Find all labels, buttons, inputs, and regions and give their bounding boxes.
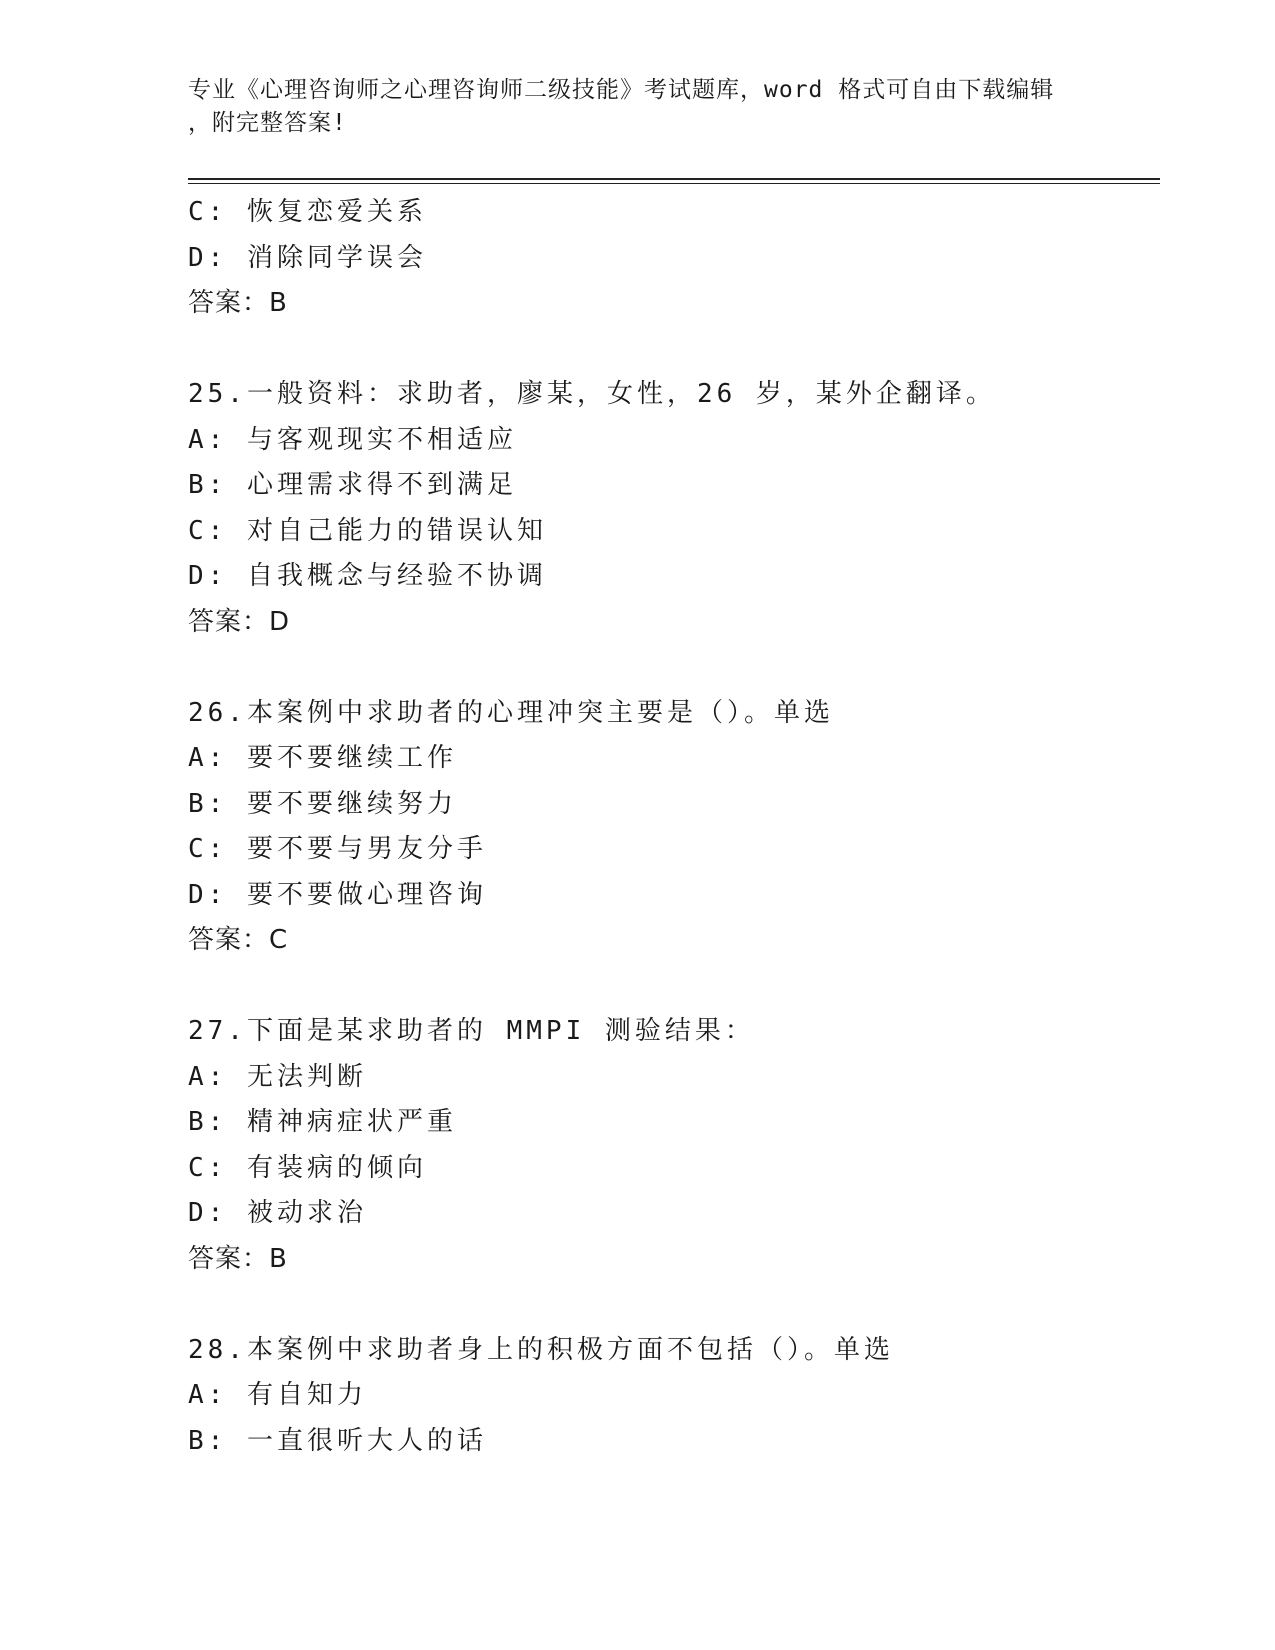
- answer-option: A: 有自知力: [188, 1380, 367, 1410]
- answer-option: B: 要不要继续努力: [188, 788, 457, 819]
- header-title-line: 专业《心理咨询师之心理咨询师二级技能》考试题库，word 格式可自由下载编辑: [188, 77, 1055, 103]
- question-stem: 27.下面是某求助者的 MMPI 测验结果：: [188, 1016, 755, 1046]
- question-list: [188, 190, 1148, 1464]
- answer-option: D: 消除同学误会: [188, 242, 427, 273]
- question-stem: 25.一般资料：求助者，廖某，女性，26 岁，某外企翻译。: [188, 379, 996, 409]
- answer-option: D: 要不要做心理咨询: [188, 879, 487, 910]
- answer-key: 答案：B: [188, 288, 288, 318]
- block-spacer: [188, 964, 1148, 1010]
- answer-key: 答案：B: [188, 1243, 288, 1274]
- question-stem: 28.本案例中求助者身上的积极方面不包括（）。单选: [188, 1334, 894, 1365]
- answer-option: B: 一直很听大人的话: [188, 1425, 487, 1456]
- question-stem: 26.本案例中求助者的心理冲突主要是（）。单选: [188, 697, 834, 728]
- document-header: [188, 74, 1088, 140]
- answer-key: 答案：D: [188, 606, 291, 637]
- answer-option: A: 要不要继续工作: [188, 743, 457, 773]
- answer-option: B: 心理需求得不到满足: [188, 470, 517, 500]
- answer-option: A: 无法判断: [188, 1061, 367, 1092]
- answer-option: D: 被动求治: [188, 1198, 367, 1228]
- block-spacer: [188, 645, 1148, 691]
- header-title-continuation: ，附完整答案!: [188, 110, 347, 136]
- answer-option: B: 精神病症状严重: [188, 1107, 457, 1137]
- block-spacer: [188, 327, 1148, 373]
- answer-option: C: 对自己能力的错误认知: [188, 515, 547, 546]
- block-spacer: [188, 1282, 1148, 1328]
- header-divider: [188, 178, 1160, 184]
- answer-option: D: 自我概念与经验不协调: [188, 561, 547, 591]
- answer-key: 答案：C: [188, 925, 289, 955]
- answer-option: C: 恢复恋爱关系: [188, 197, 427, 227]
- answer-option: A: 与客观现实不相适应: [188, 424, 517, 455]
- answer-option: C: 要不要与男友分手: [188, 834, 487, 864]
- answer-option: C: 有装病的倾向: [188, 1152, 427, 1183]
